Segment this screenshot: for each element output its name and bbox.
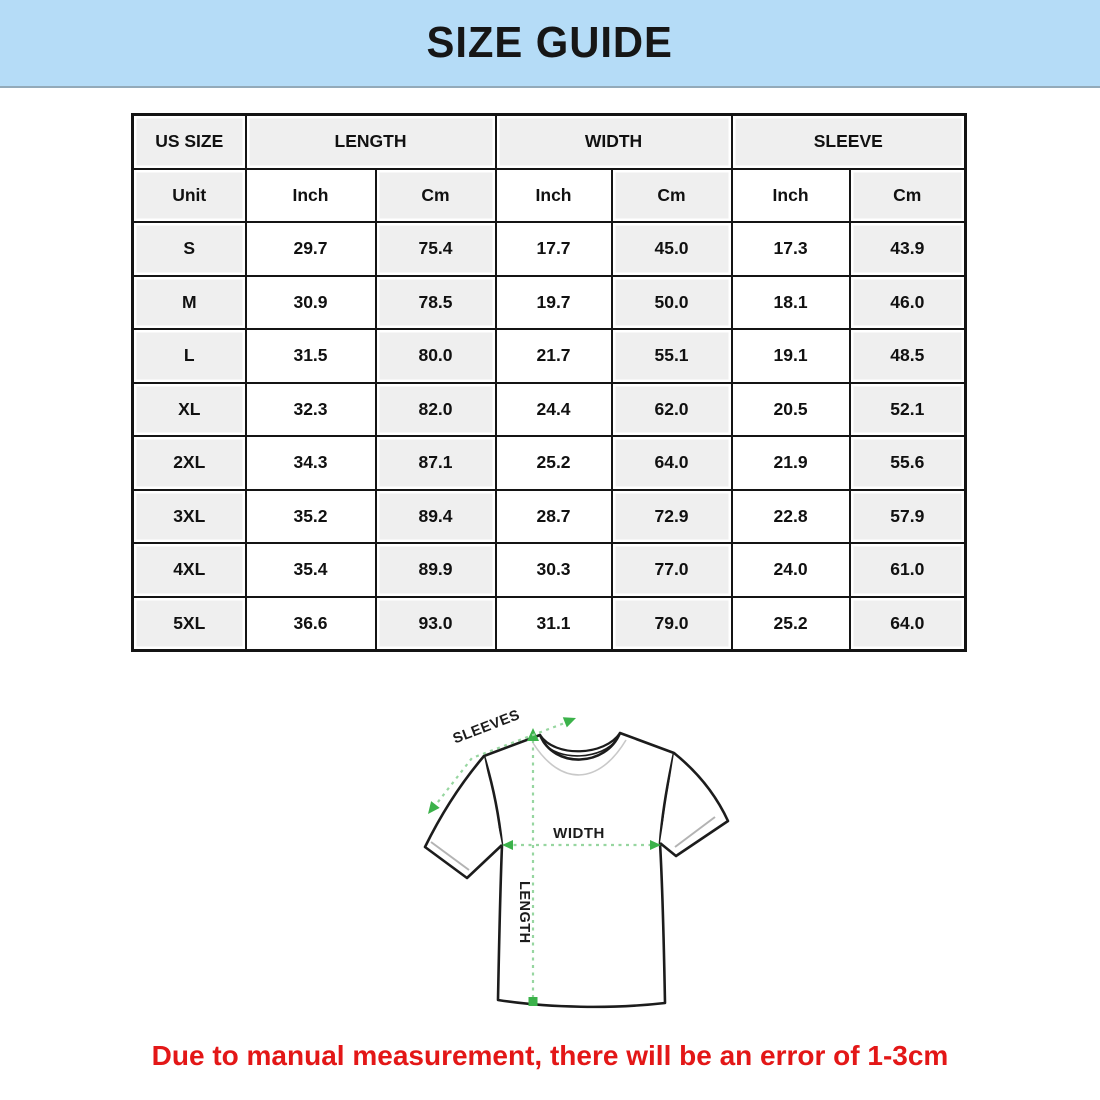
size-cell: L [133, 329, 246, 383]
table-row-4xl [133, 543, 966, 597]
table-cell: 78.5 [376, 276, 496, 330]
unit-label-cell: Unit [133, 169, 246, 223]
table-cell: 21.9 [732, 436, 850, 490]
table-cell: 80.0 [376, 329, 496, 383]
table-cell: 28.7 [496, 490, 612, 544]
sleeve-arrow-head-bottom [428, 801, 440, 814]
table-cell: 19.7 [496, 276, 612, 330]
table-cell: 30.3 [496, 543, 612, 597]
table-cell: 35.4 [246, 543, 376, 597]
unit-cell: Inch [496, 169, 612, 223]
page-title: SIZE GUIDE [426, 18, 674, 67]
length-arrow-end [529, 997, 538, 1006]
table-cell: 32.3 [246, 383, 376, 437]
sleeve-arrow-head-top [563, 717, 576, 727]
size-cell: M [133, 276, 246, 330]
table-row-5xl [133, 597, 966, 651]
table-cell: 31.5 [246, 329, 376, 383]
unit-cell: Cm [376, 169, 496, 223]
size-table [131, 113, 967, 652]
col-group-us-size: US SIZE [133, 115, 246, 169]
table-cell: 77.0 [612, 543, 732, 597]
tshirt-body-outline [484, 733, 674, 1007]
unit-cell: Inch [246, 169, 376, 223]
table-cell: 24.4 [496, 383, 612, 437]
table-row-l [133, 329, 966, 383]
width-label: WIDTH [553, 825, 605, 842]
measurement-note: Due to manual measurement, there will be an error of 1-3cm [151, 1040, 949, 1071]
table-row-3xl [133, 490, 966, 544]
table-cell: 46.0 [850, 276, 966, 330]
table-cell: 52.1 [850, 383, 966, 437]
table-cell: 22.8 [732, 490, 850, 544]
table-cell: 93.0 [376, 597, 496, 651]
unit-cell: Inch [732, 169, 850, 223]
table-cell: 24.0 [732, 543, 850, 597]
size-guide-header [0, 0, 1100, 88]
table-cell: 17.3 [732, 222, 850, 276]
table-cell: 55.6 [850, 436, 966, 490]
size-cell: S [133, 222, 246, 276]
table-cell: 30.9 [246, 276, 376, 330]
table-cell: 25.2 [496, 436, 612, 490]
table-cell: 18.1 [732, 276, 850, 330]
table-cell: 79.0 [612, 597, 732, 651]
table-cell: 20.5 [732, 383, 850, 437]
table-cell: 75.4 [376, 222, 496, 276]
table-cell: 17.7 [496, 222, 612, 276]
table-cell: 87.1 [376, 436, 496, 490]
table-cell: 31.1 [496, 597, 612, 651]
unit-cell: Cm [850, 169, 966, 223]
length-label: LENGTH [516, 881, 532, 944]
sleeve-label: SLEEVES [450, 707, 523, 748]
table-cell: 50.0 [612, 276, 732, 330]
table-row-xl [133, 383, 966, 437]
table-cell: 62.0 [612, 383, 732, 437]
table-cell: 89.4 [376, 490, 496, 544]
table-row-s [133, 222, 966, 276]
unit-cell: Cm [612, 169, 732, 223]
table-cell: 61.0 [850, 543, 966, 597]
size-cell: 3XL [133, 490, 246, 544]
table-cell: 82.0 [376, 383, 496, 437]
size-cell: XL [133, 383, 246, 437]
tshirt-diagram [398, 690, 798, 1025]
table-cell: 34.3 [246, 436, 376, 490]
table-cell: 48.5 [850, 329, 966, 383]
table-cell: 29.7 [246, 222, 376, 276]
size-cell: 2XL [133, 436, 246, 490]
table-header-row [133, 115, 966, 169]
table-cell: 25.2 [732, 597, 850, 651]
table-row-m [133, 276, 966, 330]
table-cell: 64.0 [612, 436, 732, 490]
col-group-width: WIDTH [496, 115, 732, 169]
table-cell: 72.9 [612, 490, 732, 544]
unit-row [133, 169, 966, 223]
col-group-length: LENGTH [246, 115, 496, 169]
table-cell: 36.6 [246, 597, 376, 651]
size-cell: 5XL [133, 597, 246, 651]
col-group-sleeve: SLEEVE [732, 115, 966, 169]
table-cell: 55.1 [612, 329, 732, 383]
table-cell: 21.7 [496, 329, 612, 383]
table-cell: 43.9 [850, 222, 966, 276]
size-cell: 4XL [133, 543, 246, 597]
table-cell: 19.1 [732, 329, 850, 383]
table-cell: 45.0 [612, 222, 732, 276]
table-cell: 57.9 [850, 490, 966, 544]
table-cell: 89.9 [376, 543, 496, 597]
table-row-2xl [133, 436, 966, 490]
table-cell: 35.2 [246, 490, 376, 544]
table-cell: 64.0 [850, 597, 966, 651]
